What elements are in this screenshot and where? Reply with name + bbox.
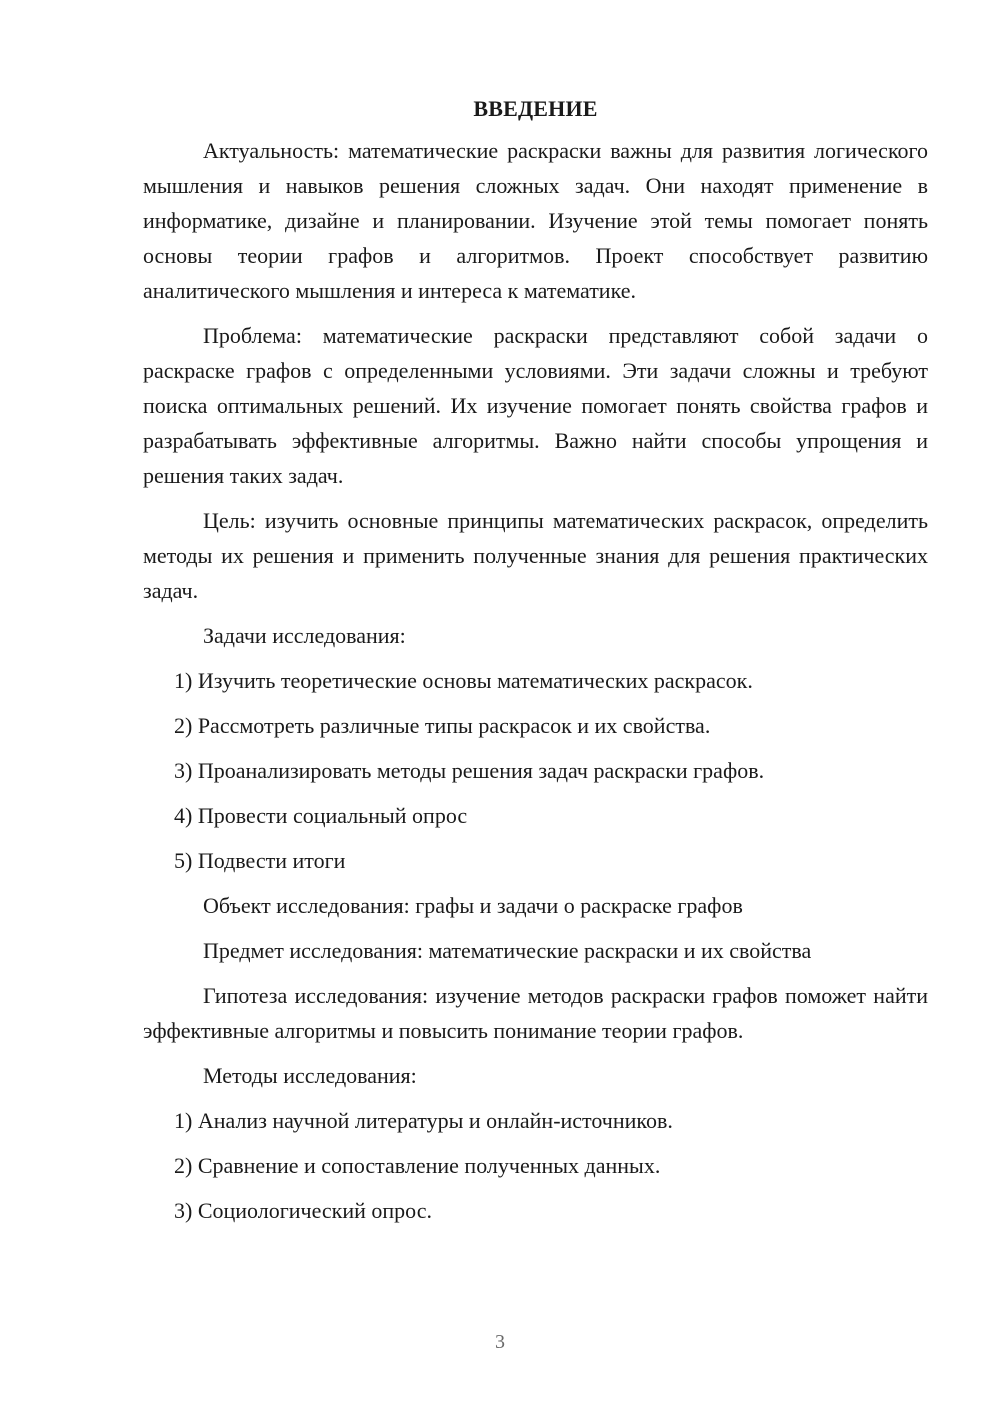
list-item: 4) Провести социальный опрос (174, 803, 468, 828)
list-item: 2) Рассмотреть различные типы раскрасок и их свойства. (174, 713, 711, 738)
list-item: 2) Сравнение и сопоставление полученных данных. (174, 1153, 661, 1178)
tasks-heading: Задачи исследования: (203, 623, 406, 648)
methods-heading: Методы исследования: (203, 1063, 417, 1088)
list-item: 1) Изучить теоретические основы математических раскрасок. (174, 668, 753, 693)
list-item: 3) Проанализировать методы решения задач раскраски графов. (174, 758, 765, 783)
relevance-paragraph: Актуальность: математические раскраски важны для развития логического мышления и навыков решения сложных задач. Они находят применение в информатике, дизайне и планировании. Изучение этой темы помогает понять основы теории графов и алгоритмов. Проект способствует развитию аналитического мышления и интереса к математике. (143, 138, 928, 303)
list-item: 3) Социологический опрос. (174, 1198, 432, 1223)
hypothesis-paragraph: Гипотеза исследования: изучение методов раскраски графов поможет найти эффективные алгоритмы и повысить понимание теории графов. (143, 983, 928, 1043)
section-title: ВВЕДЕНИЕ (473, 96, 598, 121)
tasks-list (143, 663, 928, 878)
goal-paragraph: Цель: изучить основные принципы математических раскрасок, определить методы их решения и применить полученные знания для решения практических задач. (143, 508, 928, 603)
research-subject: Предмет исследования: математические раскраски и их свойства (203, 938, 812, 963)
list-item: 1) Анализ научной литературы и онлайн-источников. (174, 1108, 673, 1133)
list-item: 5) Подвести итоги (174, 848, 346, 873)
document-page (143, 92, 928, 1238)
problem-paragraph: Проблема: математические раскраски представляют собой задачи о раскраске графов с определенными условиями. Эти задачи сложны и требуют поиска оптимальных решений. Их изучение помогает понять свойства графов и разрабатывать эффективные алгоритмы. Важно найти способы упрощения и решения таких задач. (143, 323, 928, 488)
research-object: Объект исследования: графы и задачи о раскраске графов (203, 893, 743, 918)
page-number: 3 (495, 1331, 505, 1353)
methods-list (143, 1103, 928, 1228)
